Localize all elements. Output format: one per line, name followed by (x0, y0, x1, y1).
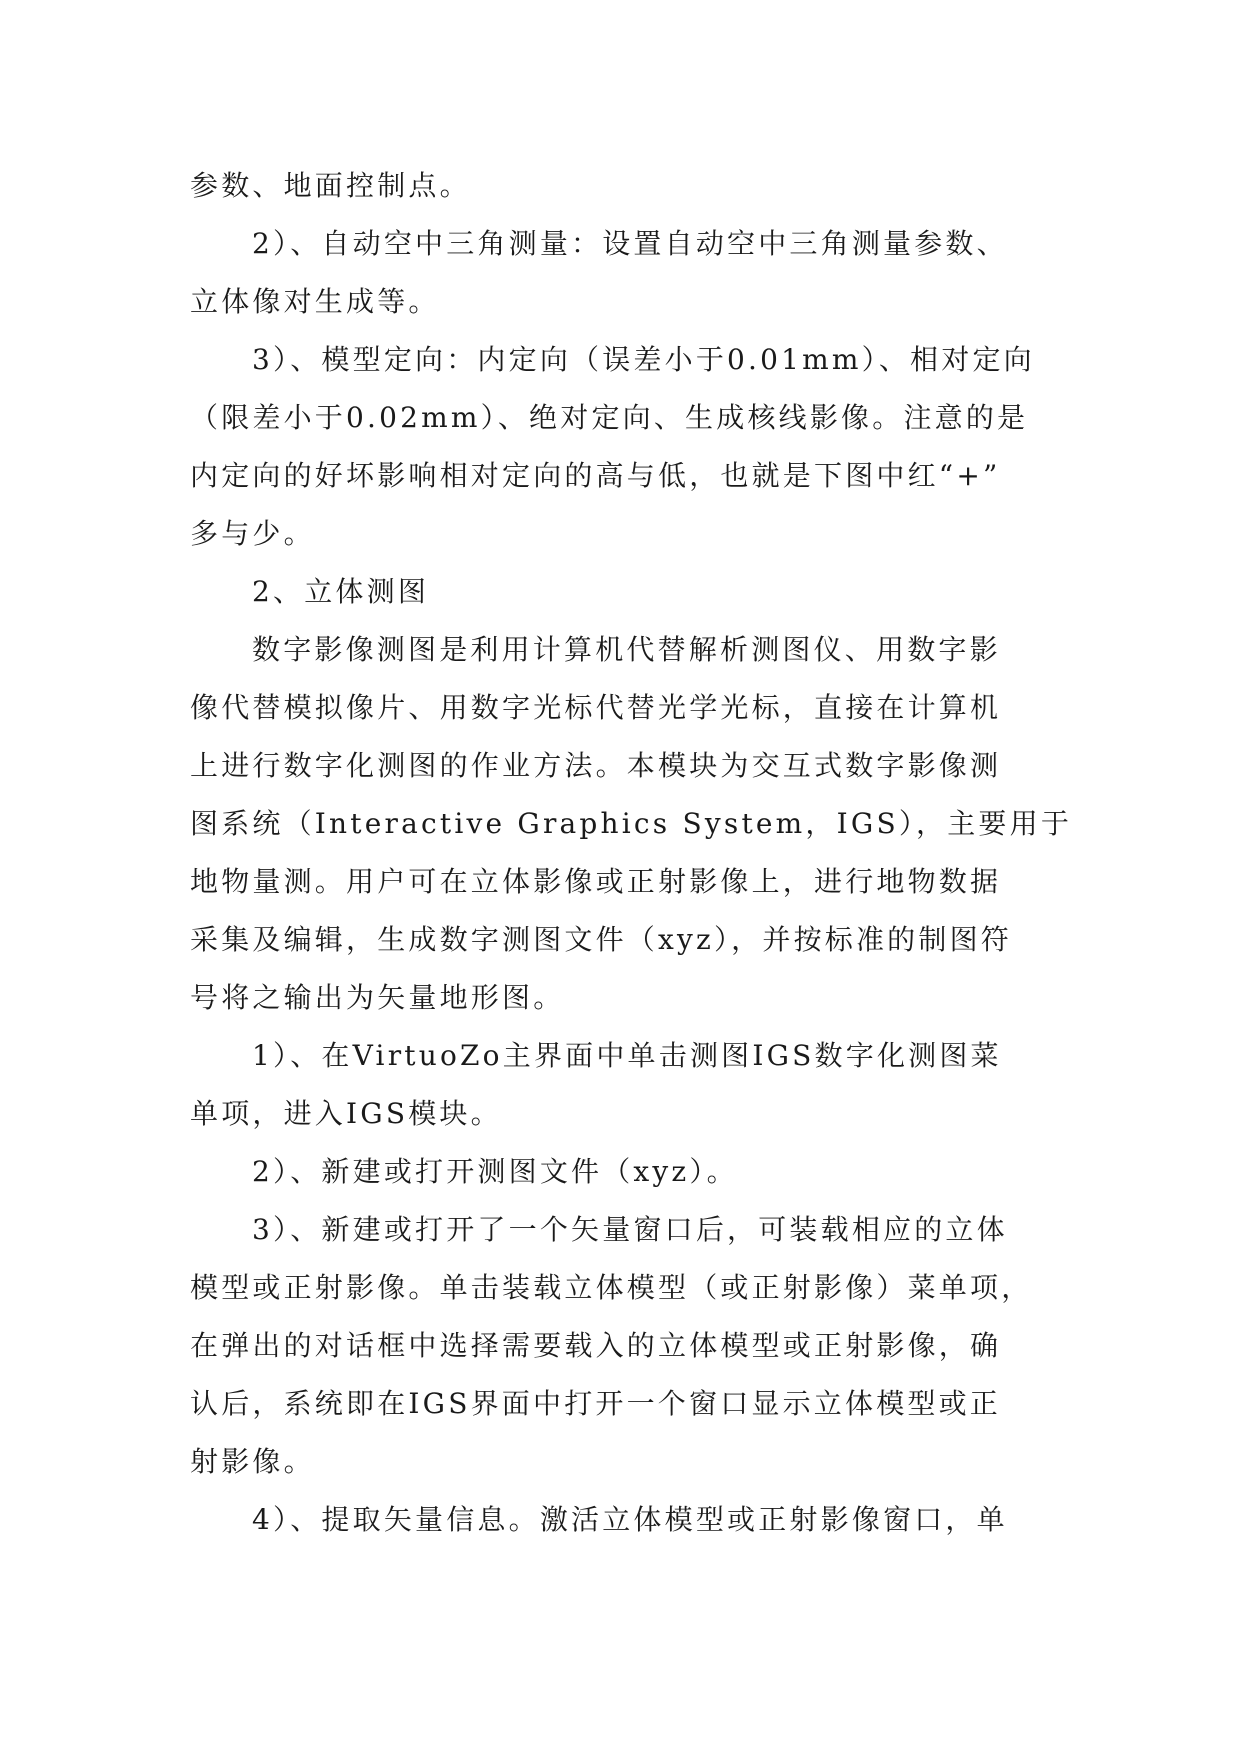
text-line: （限差小于0.02mm）、绝对定向、生成核线影像。注意的是 (190, 401, 1029, 434)
text-line: 2）、新建或打开测图文件（xyz）。 (252, 1155, 738, 1188)
text-line: 4）、提取矢量信息。激活立体模型或正射影像窗口，单 (252, 1503, 1008, 1536)
text-line: 数字影像测图是利用计算机代替解析测图仪、用数字影 (252, 633, 1001, 666)
text-line: 射影像。 (190, 1445, 315, 1478)
text-line: 号将之输出为矢量地形图。 (190, 981, 565, 1014)
text-line: 采集及编辑，生成数字测图文件（xyz），并按标准的制图符 (190, 923, 1012, 956)
text-line: 认后，系统即在IGS界面中打开一个窗口显示立体模型或正 (190, 1387, 1002, 1420)
text-line: 上进行数字化测图的作业方法。本模块为交互式数字影像测 (190, 749, 1002, 782)
document-body (190, 157, 1073, 1549)
text-line: 在弹出的对话框中选择需要载入的立体模型或正射影像，确 (190, 1329, 1002, 1362)
text-line: 像代替模拟像片、用数字光标代替光学光标，直接在计算机 (190, 691, 1002, 724)
text-line: 参数、地面控制点。 (190, 169, 471, 202)
text-line: 3）、模型定向：内定向（误差小于0.01mm）、相对定向 (252, 343, 1035, 376)
text-line: 图系统（Interactive Graphics System，IGS），主要用于 (190, 807, 1073, 840)
text-line: 单项，进入IGS模块。 (190, 1097, 502, 1130)
text-line: 地物量测。用户可在立体影像或正射影像上，进行地物数据 (190, 865, 1002, 898)
text-line: 立体像对生成等。 (190, 285, 440, 318)
text-line: 内定向的好坏影响相对定向的高与低，也就是下图中红“+” (190, 459, 1001, 492)
text-line: 多与少。 (190, 517, 315, 550)
text-line: 3）、新建或打开了一个矢量窗口后，可装载相应的立体 (252, 1213, 1008, 1246)
text-line: 2）、自动空中三角测量：设置自动空中三角测量参数、 (252, 227, 1008, 260)
section-heading: 2、立体测图 (252, 575, 430, 608)
text-line: 1）、在VirtuoZo主界面中单击测图IGS数字化测图菜 (252, 1039, 1002, 1072)
text-line: 模型或正射影像。单击装载立体模型（或正射影像）菜单项， (190, 1271, 1033, 1304)
